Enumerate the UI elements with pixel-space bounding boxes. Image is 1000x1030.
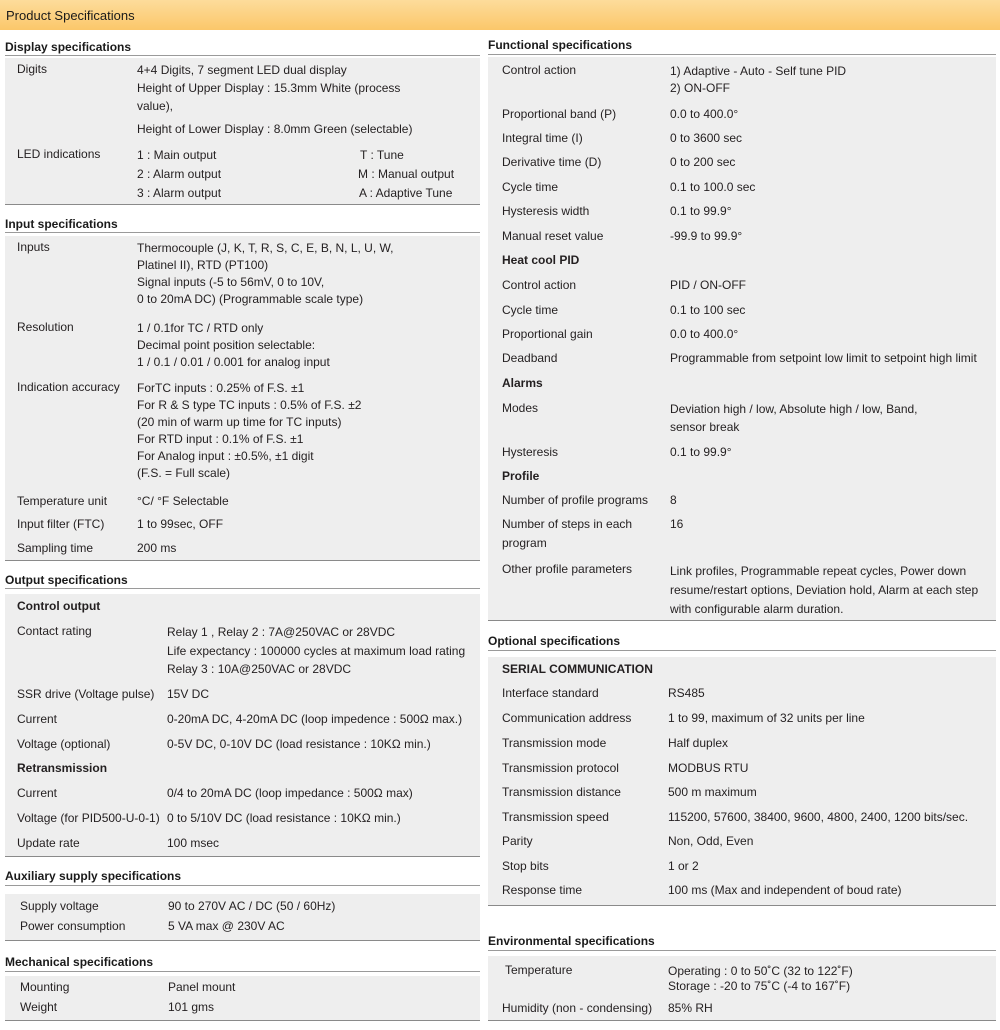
spec-value: Non, Odd, Even xyxy=(668,834,754,848)
output-title: Output specifications xyxy=(5,573,128,587)
divider xyxy=(488,950,996,951)
alarms-heading: Alarms xyxy=(502,376,543,390)
inputs-line: Signal inputs (-5 to 56mV, 0 to 10V, xyxy=(137,275,325,289)
spec-label: Sampling time xyxy=(17,541,94,555)
divider xyxy=(488,650,996,651)
spec-label: Response time xyxy=(502,883,583,897)
input-title: Input specifications xyxy=(5,217,118,231)
functional-title: Functional specifications xyxy=(488,38,633,52)
spec-label: Transmission distance xyxy=(502,785,621,799)
spec-value: Panel mount xyxy=(168,980,236,994)
spec-label: Mounting xyxy=(20,980,70,994)
spec-value: 0 to 5/10V DC (load resistance : 10KΩ min.) xyxy=(167,811,401,825)
spec-value: 0.0 to 400.0° xyxy=(670,327,739,341)
alarm-hysteresis-value: 0.1 to 99.9° xyxy=(670,445,732,459)
temperature-line: Operating : 0 to 50˚C (32 to 122˚F) xyxy=(668,964,853,978)
spec-label: Weight xyxy=(20,1000,58,1014)
accuracy-line: For RTD input : 0.1% of F.S. ±1 xyxy=(137,432,304,446)
spec-value: 5 VA max @ 230V AC xyxy=(168,919,285,933)
accuracy-line: ForTC inputs : 0.25% of F.S. ±1 xyxy=(137,381,305,395)
spec-label: Derivative time (D) xyxy=(502,155,602,169)
aux-title: Auxiliary supply specifications xyxy=(5,869,182,883)
spec-value: °C/ °F Selectable xyxy=(137,494,229,508)
humidity-label: Humidity (non - condensing) xyxy=(502,1001,653,1015)
inputs-line: Thermocouple (J, K, T, R, S, C, E, B, N, L, U, W, xyxy=(137,241,394,255)
header-banner xyxy=(0,0,1000,30)
environmental-title: Environmental specifications xyxy=(488,934,655,948)
spec-value: 1 or 2 xyxy=(668,859,699,873)
num-steps-label: program xyxy=(502,536,547,550)
spec-value: 0-5V DC, 0-10V DC (load resistance : 10KΩ min.) xyxy=(167,737,431,751)
spec-label: Communication address xyxy=(502,711,632,725)
spec-label: Voltage (optional) xyxy=(17,737,111,751)
divider xyxy=(5,885,480,886)
spec-value: 115200, 57600, 38400, 9600, 4800, 2400, 1200 bits/sec. xyxy=(668,810,969,824)
spec-label: Cycle time xyxy=(502,180,559,194)
divider xyxy=(5,55,480,56)
spec-value: PID / ON-OFF xyxy=(670,278,746,292)
resolution-line: 1 / 0.1 / 0.01 / 0.001 for analog input xyxy=(137,355,330,369)
spec-value: 0-20mA DC, 4-20mA DC (loop impedence : 500Ω max.) xyxy=(167,712,463,726)
spec-value: 15V DC xyxy=(167,687,210,701)
spec-value: 100 ms (Max and independent of boud rate) xyxy=(668,883,902,897)
inputs-line: 0 to 20mA DC) (Programmable scale type) xyxy=(137,292,364,306)
spec-label: Cycle time xyxy=(502,303,559,317)
contact-line: Relay 3 : 10A@250VAC or 28VDC xyxy=(167,662,352,676)
resolution-label: Resolution xyxy=(17,320,74,334)
spec-value: RS485 xyxy=(668,686,705,700)
led-right-item: M : Manual output xyxy=(358,167,455,181)
contact-line: Life expectancy : 100000 cycles at maximum load rating xyxy=(167,644,466,658)
spec-value: 0.1 to 100 sec xyxy=(670,303,746,317)
inputs-label: Inputs xyxy=(17,240,50,254)
page-title: Product Specifications xyxy=(6,8,135,23)
spec-label: Update rate xyxy=(17,836,80,850)
spec-label: Voltage (for PID500-U-0-1) xyxy=(17,811,160,825)
display-title: Display specifications xyxy=(5,40,132,54)
spec-label: Temperature unit xyxy=(17,494,108,508)
spec-label: Manual reset value xyxy=(502,229,604,243)
spec-label: Supply voltage xyxy=(20,899,99,913)
spec-value: 500 m maximum xyxy=(668,785,757,799)
control-action-line: 1) Adaptive - Auto - Self tune PID xyxy=(670,64,847,78)
divider xyxy=(5,232,480,233)
digits-line: 4+4 Digits, 7 segment LED dual display xyxy=(137,63,347,77)
spec-label: Proportional band (P) xyxy=(502,107,617,121)
spec-label: Interface standard xyxy=(502,686,599,700)
spec-value: 100 msec xyxy=(167,836,220,850)
control-output-heading: Control output xyxy=(17,599,101,613)
other-profile-line: with configurable alarm duration. xyxy=(670,602,844,616)
spec-value: 90 to 270V AC / DC (50 / 60Hz) xyxy=(168,899,336,913)
spec-value: 0.1 to 99.9° xyxy=(670,204,732,218)
modes-line: sensor break xyxy=(670,420,740,434)
num-programs-label: Number of profile programs xyxy=(502,493,649,507)
spec-label: Input filter (FTC) xyxy=(17,517,105,531)
spec-label: Deadband xyxy=(502,351,558,365)
num-programs-value: 8 xyxy=(670,493,677,507)
accuracy-line: For R & S type TC inputs : 0.5% of F.S. ±2 xyxy=(137,398,362,412)
spec-label: Power consumption xyxy=(20,919,126,933)
accuracy-line: For Analog input : ±0.5%, ±1 digit xyxy=(137,449,314,463)
digits-line: value), xyxy=(137,99,174,113)
led-left-item: 2 : Alarm output xyxy=(137,167,222,181)
modes-label: Modes xyxy=(502,401,539,415)
spec-label: Stop bits xyxy=(502,859,549,873)
temperature-line: Storage : -20 to 75˚C (-4 to 167˚F) xyxy=(668,979,851,993)
num-steps-value: 16 xyxy=(670,517,684,531)
contact-line: Relay 1 , Relay 2 : 7A@250VAC or 28VDC xyxy=(167,625,396,639)
mech-title: Mechanical specifications xyxy=(5,955,154,969)
digits-label: Digits xyxy=(17,62,48,76)
spec-value: 0.1 to 100.0 sec xyxy=(670,180,756,194)
inputs-line: Platinel II), RTD (PT100) xyxy=(137,258,269,272)
spec-value: 0 to 3600 sec xyxy=(670,131,743,145)
spec-value: 101 gms xyxy=(168,1000,215,1014)
humidity-value: 85% RH xyxy=(668,1001,713,1015)
serial-communication-heading: SERIAL COMMUNICATION xyxy=(502,662,653,676)
spec-label: Transmission protocol xyxy=(502,761,619,775)
spec-label: Transmission mode xyxy=(502,736,607,750)
spec-value: Half duplex xyxy=(668,736,729,750)
resolution-line: Decimal point position selectable: xyxy=(137,338,316,352)
other-profile-line: resume/restart options, Deviation hold, Alarm at each step xyxy=(670,583,979,597)
resolution-line: 1 / 0.1for TC / RTD only xyxy=(137,321,264,335)
accuracy-label: Indication accuracy xyxy=(17,380,120,394)
led-left-item: 3 : Alarm output xyxy=(137,186,222,200)
digits-line: Height of Lower Display : 8.0mm Green (selectable) xyxy=(137,122,413,136)
spec-value: 0 to 200 sec xyxy=(670,155,736,169)
spec-label: Hysteresis width xyxy=(502,204,590,218)
heat-cool-heading: Heat cool PID xyxy=(502,253,580,267)
divider xyxy=(5,588,480,589)
spec-label: Current xyxy=(17,712,58,726)
spec-label: Control action xyxy=(502,278,577,292)
accuracy-line: (20 min of warm up time for TC inputs) xyxy=(137,415,342,429)
num-steps-label: Number of steps in each xyxy=(502,517,633,531)
led-right-item: A : Adaptive Tune xyxy=(359,186,453,200)
led-left-item: 1 : Main output xyxy=(137,148,217,162)
led-right-item: T : Tune xyxy=(360,148,404,162)
spec-value: -99.9 to 99.9° xyxy=(670,229,743,243)
alarm-hysteresis-label: Hysteresis xyxy=(502,445,559,459)
mech-box xyxy=(5,976,480,1021)
spec-label: Transmission speed xyxy=(502,810,609,824)
spec-value: 1 to 99sec, OFF xyxy=(137,517,224,531)
contact-label: Contact rating xyxy=(17,624,92,638)
digits-line: Height of Upper Display : 15.3mm White (process xyxy=(137,81,401,95)
temperature-label: Temperature xyxy=(505,963,573,977)
led-label: LED indications xyxy=(17,147,101,161)
spec-value: Programmable from setpoint low limit to setpoint high limit xyxy=(670,351,977,365)
control-action-label: Control action xyxy=(502,63,577,77)
spec-value: 0.0 to 400.0° xyxy=(670,107,739,121)
spec-value: 1 to 99, maximum of 32 units per line xyxy=(668,711,865,725)
spec-value: 0/4 to 20mA DC (loop impedance : 500Ω max) xyxy=(167,786,413,800)
spec-label: Parity xyxy=(502,834,533,848)
spec-value: MODBUS RTU xyxy=(668,761,749,775)
spec-label: Integral time (I) xyxy=(502,131,583,145)
divider xyxy=(488,54,996,55)
accuracy-line: (F.S. = Full scale) xyxy=(137,466,231,480)
spec-value: 200 ms xyxy=(137,541,177,555)
retransmission-heading: Retransmission xyxy=(17,761,108,775)
control-action-line: 2) ON-OFF xyxy=(670,81,730,95)
profile-heading: Profile xyxy=(502,469,540,483)
spec-label: Proportional gain xyxy=(502,327,593,341)
optional-title: Optional specifications xyxy=(488,634,621,648)
spec-label: Current xyxy=(17,786,58,800)
divider xyxy=(5,971,480,972)
other-profile-label: Other profile parameters xyxy=(502,562,633,576)
spec-label: SSR drive (Voltage pulse) xyxy=(17,687,155,701)
other-profile-line: Link profiles, Programmable repeat cycles, Power down xyxy=(670,564,967,578)
modes-line: Deviation high / low, Absolute high / low, Band, xyxy=(670,402,918,416)
